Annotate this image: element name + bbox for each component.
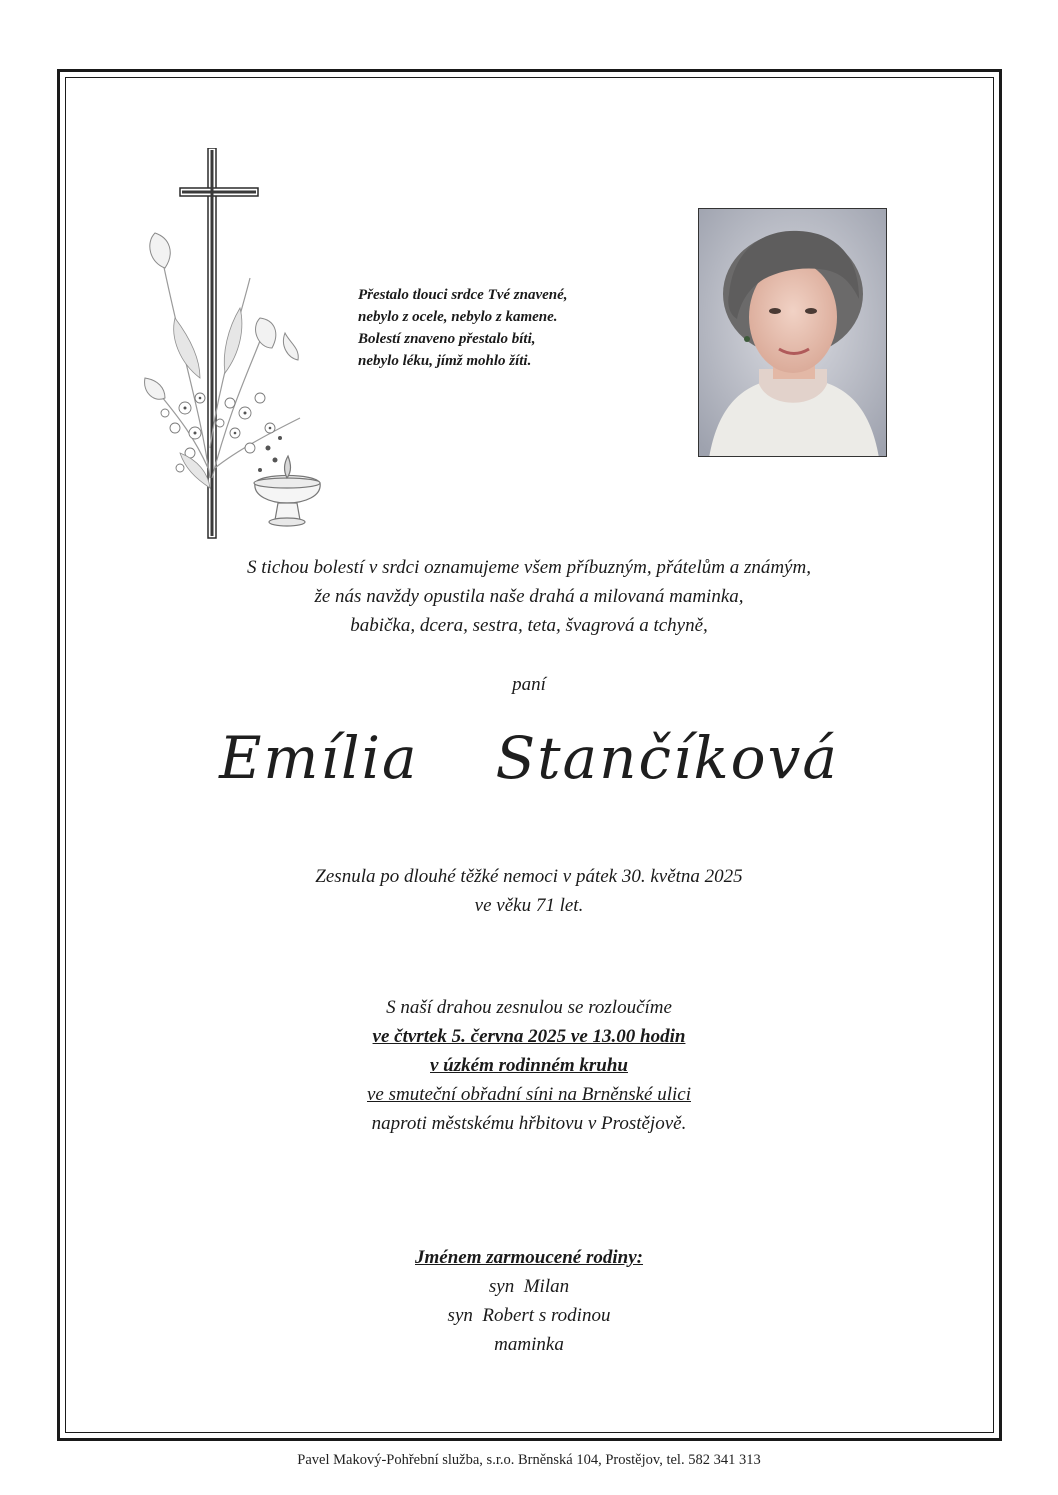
poem-line: Bolestí znaveno přestalo bíti, xyxy=(358,331,536,347)
ceremony-circle: v úzkém rodinném kruhu xyxy=(430,1055,628,1076)
death-line: Zesnula po dlouhé těžké nemoci v pátek 30. května 2025 xyxy=(315,866,743,887)
announcement-line: S tichou bolestí v srdci oznamujeme všem příbuzným, přátelům a známým, xyxy=(247,557,811,578)
ceremony-date: ve čtvrtek 5. června 2025 ve 13.00 hodin xyxy=(372,1026,686,1047)
family-member: syn Milan xyxy=(488,1276,570,1297)
title-word: paní xyxy=(512,674,546,695)
family-signature xyxy=(0,1243,1058,1359)
poem xyxy=(358,284,678,372)
family-member: syn Robert s rodinou xyxy=(447,1305,611,1326)
ceremony-intro: S naší drahou zesnulou se rozloučíme xyxy=(386,997,672,1018)
ceremony-place: ve smuteční obřadní síni na Brněnské ulici xyxy=(367,1084,691,1105)
family-member: maminka xyxy=(494,1334,564,1355)
ceremony-location: naproti městskému hřbitovu v Prostějově. xyxy=(371,1113,687,1134)
portrait-photo xyxy=(698,208,887,457)
age-line: ve věku 71 let. xyxy=(474,895,584,916)
announcement-line: že nás navždy opustila naše drahá a milovaná maminka, xyxy=(314,586,744,607)
ceremony-info xyxy=(0,993,1058,1138)
family-heading: Jménem zarmoucené rodiny: xyxy=(415,1247,643,1268)
deceased-name: Emília Stančíková xyxy=(219,724,839,792)
poem-line: Přestalo tlouci srdce Tvé znavené, xyxy=(358,287,568,303)
death-info xyxy=(0,862,1058,920)
cross-flowers-icon xyxy=(140,148,340,540)
poem-line: nebylo léku, jímž mohlo žíti. xyxy=(358,353,532,369)
announcement xyxy=(0,553,1058,640)
funeral-service-footer: Pavel Makový-Pohřební služba, s.r.o. Brněnská 104, Prostějov, tel. 582 341 313 xyxy=(297,1452,761,1468)
announcement-line: babička, dcera, sestra, teta, švagrová a tchyně, xyxy=(350,615,708,636)
poem-line: nebylo z ocele, nebylo z kamene. xyxy=(358,309,558,325)
